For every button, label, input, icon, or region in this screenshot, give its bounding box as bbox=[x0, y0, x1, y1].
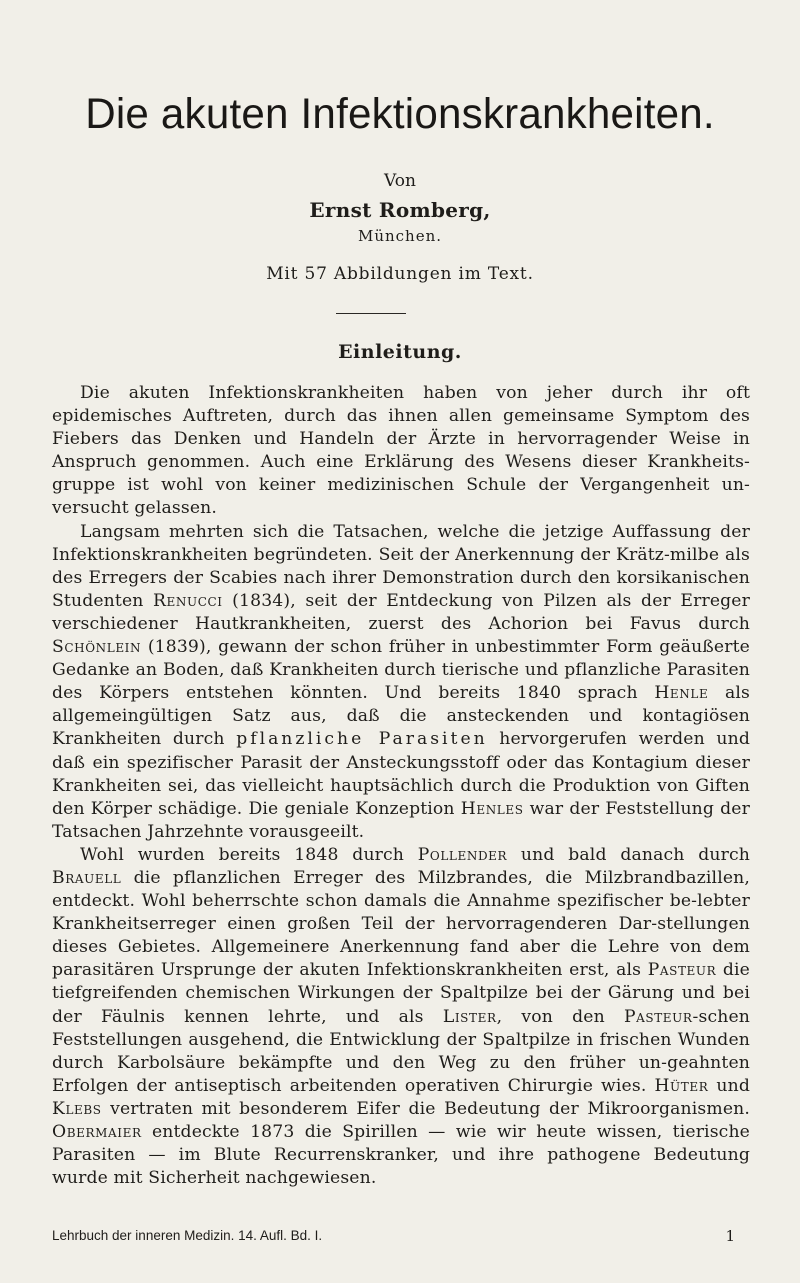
name-schoenlein: Schönlein bbox=[52, 637, 142, 658]
figures-note: Mit 57 Abbildungen im Text. bbox=[266, 264, 534, 284]
name-pasteur: Pasteur bbox=[647, 960, 717, 981]
name-henles: Henles bbox=[460, 798, 524, 819]
paragraph-3: Wohl wurden bereits 1848 durch Pollender und bald danach durch Brauell die pflanzlichen Erreger des Milzbrandes, die Milzbrandbazillen, entdeckt. Wohl beherrschte schon damals die Annahme spezifischer be-lebter Krankheitserreger einen großen Teil der hervorragenderen Dar-stellungen dieses Gebietes. Allgemeinere Anerkennung fand aber die Lehre von dem parasitären Ursprunge der akuten Infektionskrankheiten erst, als Pasteur die tiefgreifenden chemischen Wirkungen der Spaltpilze bei der Gärung und bei der Fäulnis kennen lehrte, und als Lister, von den Pasteur-schen Feststellungen ausgehend, die Entwicklung der Spaltpilze in frischen Wunden durch Karbolsäure bekämpfte und den Weg zu den früher un-geahnten Erfolgen der antiseptisch arbeitenden operativen Chirurgie wies. Hüter und Klebs vertraten mit besonderem Eifer die Bedeutung der Mikroorganismen. Obermaier entdeckte 1873 die Spirillen — wie wir heute wissen, tierische Parasiten — im Blute Recurrenskranker, und ihre pathogene Bedeutung wurde mit Sicherheit nachgewiesen. bbox=[52, 844, 751, 1189]
name-brauell: Brauell bbox=[52, 867, 122, 888]
name-renucci: Renucci bbox=[153, 590, 223, 611]
name-hueter: Hüter bbox=[654, 1075, 709, 1096]
name-henle: Henle bbox=[654, 683, 709, 704]
book-reference: Lehrbuch der inneren Medizin. 14. Aufl. Bd. I. bbox=[52, 1228, 323, 1243]
chapter-title: Die akuten Infektionskrankheiten. bbox=[85, 90, 715, 138]
name-klebs: Klebs bbox=[52, 1098, 102, 1119]
page-footer bbox=[52, 1228, 745, 1243]
author-city: München. bbox=[357, 227, 443, 245]
name-pasteur-2: Pasteur bbox=[623, 1006, 693, 1027]
name-lister: Lister bbox=[442, 1006, 497, 1027]
name-pollender: Pollender bbox=[417, 844, 508, 865]
emphasis-parasites: pflanzliche Parasiten bbox=[236, 729, 488, 750]
body-text bbox=[52, 382, 750, 1190]
author-name: Ernst Romberg, bbox=[309, 198, 491, 222]
divider-rule bbox=[336, 313, 406, 314]
paragraph-2: Langsam mehrten sich die Tatsachen, welche die jetzige Auffassung der Infektionskrankheiten begründeten. Seit der Anerkennung der Krätz-milbe als des Erregers der Scabies nach ihrer Demonstration durch den korsikanischen Studenten Renucci (1834), seit der Entdeckung von Pilzen als der Erreger verschiedener Hautkrankheiten, zuerst des Achorion bei Favus durch Schönlein (1839), gewann der schon früher in unbestimmter Form geäußerte Gedanke an Boden, daß Krankheiten durch tierische und pflanzliche Parasiten des Körpers entstehen könnten. Und bereits 1840 sprach Henle als allgemeingültigen Satz aus, daß die ansteckenden und kontagiösen Krankheiten durch pflanzliche Parasiten hervorgerufen werden und daß ein spezifischer Parasit der Ansteckungsstoff oder das Kontagium dieser Krankheiten sei, das vielleicht hauptsächlich durch die Produktion von Giften den Körper schädige. Die geniale Konzeption Henles war der Feststellung der Tatsachen Jahrzehnte vorausgeeilt. bbox=[52, 521, 750, 842]
page-number: 1 bbox=[725, 1227, 735, 1245]
paragraph-1: Die akuten Infektionskrankheiten haben von jeher durch ihr oft epidemisches Auftreten, durch das ihnen allen gemeinsame Symptom des Fiebers das Denken und Handeln der Ärzte in hervorragender Weise in Anspruch genommen. Auch eine Erklärung des Wesens dieser Krankheits-gruppe ist wohl von keiner medizinischen Schule der Vergangenheit un-versucht gelassen. bbox=[52, 383, 750, 519]
byline: Von bbox=[384, 171, 416, 191]
section-heading: Einleitung. bbox=[338, 341, 462, 363]
name-obermaier: Obermaier bbox=[52, 1122, 142, 1142]
